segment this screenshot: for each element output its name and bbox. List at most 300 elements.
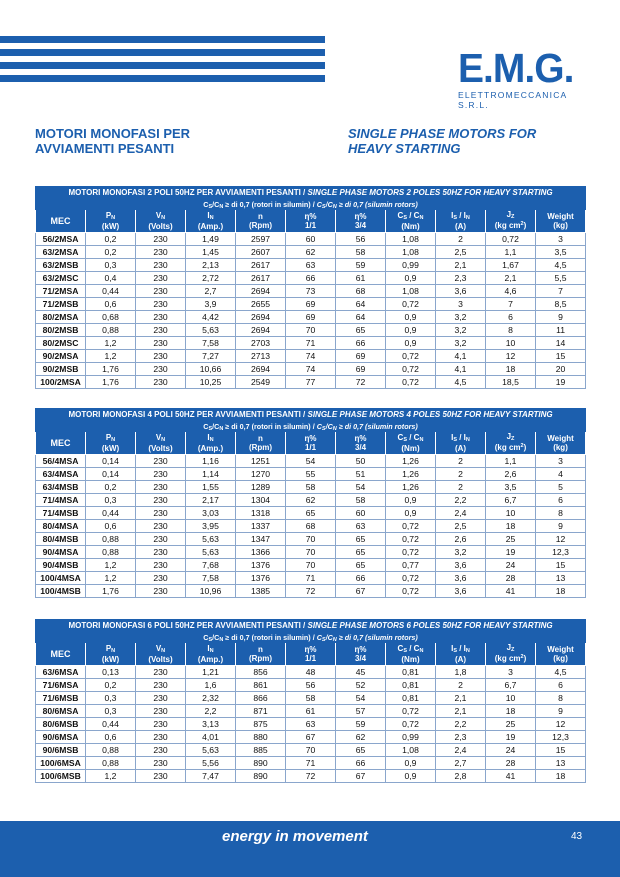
value-cell: 4,6 <box>486 285 536 298</box>
value-cell: 0,81 <box>386 666 436 679</box>
value-cell: 10 <box>486 507 536 520</box>
col-in: $I_N$ (Amp.) <box>186 432 236 455</box>
value-cell: 12 <box>536 718 586 731</box>
value-cell: 1,16 <box>186 455 236 468</box>
value-cell: 2,4 <box>436 744 486 757</box>
value-cell: 230 <box>136 455 186 468</box>
value-cell: 4,5 <box>436 376 486 389</box>
value-cell: 68 <box>336 285 386 298</box>
value-cell: 6 <box>486 311 536 324</box>
value-cell: 3 <box>436 298 486 311</box>
value-cell: 230 <box>136 468 186 481</box>
col-eff-full: η% 1/1 <box>286 432 336 455</box>
value-cell: 71 <box>286 337 336 350</box>
value-cell: 1376 <box>236 572 286 585</box>
value-cell: 15 <box>536 350 586 363</box>
value-cell: 0,3 <box>86 494 136 507</box>
value-cell: 0,6 <box>86 520 136 533</box>
value-cell: 59 <box>336 259 386 272</box>
value-cell: 70 <box>286 744 336 757</box>
value-cell: 0,44 <box>86 507 136 520</box>
value-cell: 230 <box>136 324 186 337</box>
motor-code-cell: 90/4MSA <box>36 546 86 559</box>
col-jz: $J_Z$ (kg $cm^2$) <box>486 210 536 233</box>
value-cell: 59 <box>336 718 386 731</box>
value-cell: 2,3 <box>436 731 486 744</box>
value-cell: 1337 <box>236 520 286 533</box>
value-cell: 10,96 <box>186 585 236 598</box>
value-cell: 3,03 <box>186 507 236 520</box>
value-cell: 54 <box>336 481 386 494</box>
value-cell: 1347 <box>236 533 286 546</box>
value-cell: 4,5 <box>536 666 586 679</box>
value-cell: 0,9 <box>386 337 436 350</box>
col-vn: $V_N$ (Volts) <box>136 210 186 233</box>
value-cell: 1,08 <box>386 233 436 246</box>
value-cell: 72 <box>336 376 386 389</box>
value-cell: 62 <box>286 494 336 507</box>
value-cell: 0,72 <box>386 718 436 731</box>
value-cell: 6 <box>536 494 586 507</box>
motor-code-cell: 100/2MSA <box>36 376 86 389</box>
value-cell: 58 <box>286 692 336 705</box>
table-row <box>36 533 586 546</box>
col-pn: $P_N$ (kW) <box>86 432 136 455</box>
value-cell: 1251 <box>236 455 286 468</box>
value-cell: 9 <box>536 705 586 718</box>
value-cell: 230 <box>136 533 186 546</box>
value-cell: 7,68 <box>186 559 236 572</box>
value-cell: 1,26 <box>386 481 436 494</box>
value-cell: 6,7 <box>486 679 536 692</box>
value-cell: 20 <box>536 363 586 376</box>
table-row <box>36 520 586 533</box>
value-cell: 1,67 <box>486 259 536 272</box>
motor-code-cell: 90/2MSA <box>36 350 86 363</box>
value-cell: 58 <box>336 494 386 507</box>
value-cell: 0,6 <box>86 731 136 744</box>
value-cell: 2694 <box>236 324 286 337</box>
caption-italian: MOTORI MONOFASI 2 POLI 50HZ PER AVVIAMENTI PESANTI / <box>68 188 308 197</box>
value-cell: 5,63 <box>186 744 236 757</box>
stripe <box>0 62 325 69</box>
value-cell: 0,88 <box>86 533 136 546</box>
value-cell: 2 <box>436 481 486 494</box>
col-mec: MEC <box>36 432 86 455</box>
value-cell: 230 <box>136 298 186 311</box>
value-cell: 1304 <box>236 494 286 507</box>
motor-code-cell: 80/4MSA <box>36 520 86 533</box>
value-cell: 1,2 <box>86 350 136 363</box>
value-cell: 0,2 <box>86 233 136 246</box>
value-cell: 230 <box>136 546 186 559</box>
col-jz: $J_Z$ (kg $cm^2$) <box>486 432 536 455</box>
table-row <box>36 718 586 731</box>
value-cell: 0,99 <box>386 731 436 744</box>
value-cell: 8,5 <box>536 298 586 311</box>
motor-code-cell: 90/2MSB <box>36 363 86 376</box>
value-cell: 7 <box>536 285 586 298</box>
value-cell: 0,81 <box>386 692 436 705</box>
value-cell: 0,9 <box>386 272 436 285</box>
value-cell: 230 <box>136 481 186 494</box>
title-italian-line: AVVIAMENTI PESANTI <box>35 141 175 156</box>
value-cell: 230 <box>136 718 186 731</box>
value-cell: 61 <box>286 705 336 718</box>
value-cell: 230 <box>136 679 186 692</box>
value-cell: 5 <box>536 481 586 494</box>
value-cell: 8 <box>536 692 586 705</box>
value-cell: 1376 <box>236 559 286 572</box>
table-row <box>36 481 586 494</box>
value-cell: 63 <box>286 718 336 731</box>
col-in: $I_N$ (Amp.) <box>186 210 236 233</box>
value-cell: 19 <box>486 546 536 559</box>
value-cell: 74 <box>286 350 336 363</box>
motor-table-3 <box>35 619 585 783</box>
value-cell: 0,88 <box>86 324 136 337</box>
value-cell: 1,08 <box>386 744 436 757</box>
value-cell: 56 <box>286 679 336 692</box>
value-cell: 2,1 <box>486 272 536 285</box>
value-cell: 4,01 <box>186 731 236 744</box>
value-cell: 1,55 <box>186 481 236 494</box>
value-cell: 68 <box>286 520 336 533</box>
value-cell: 10 <box>486 692 536 705</box>
table-body <box>36 455 586 598</box>
value-cell: 230 <box>136 363 186 376</box>
title-english-line: SINGLE PHASE MOTORS FOR <box>348 126 537 141</box>
value-cell: 230 <box>136 666 186 679</box>
col-mec: MEC <box>36 643 86 666</box>
col-cs-cn: $C_S / C_N$ (Nm) <box>386 643 436 666</box>
value-cell: 2 <box>436 679 486 692</box>
value-cell: 2,4 <box>436 507 486 520</box>
value-cell: 0,9 <box>386 507 436 520</box>
table-body <box>36 233 586 389</box>
motor-code-cell: 80/6MSA <box>36 705 86 718</box>
value-cell: 61 <box>336 272 386 285</box>
value-cell: 51 <box>336 468 386 481</box>
value-cell: 0,9 <box>386 757 436 770</box>
col-jz: $J_Z$ (kg $cm^2$) <box>486 643 536 666</box>
value-cell: 2,2 <box>436 494 486 507</box>
value-cell: 50 <box>336 455 386 468</box>
motor-code-cell: 63/6MSA <box>36 666 86 679</box>
value-cell: 3,6 <box>436 285 486 298</box>
emg-logo <box>458 45 588 110</box>
table-row <box>36 350 586 363</box>
value-cell: 0,72 <box>486 233 536 246</box>
value-cell: 54 <box>286 455 336 468</box>
value-cell: 2,32 <box>186 692 236 705</box>
value-cell: 230 <box>136 705 186 718</box>
col-weight: Weight (kg) <box>536 210 586 233</box>
value-cell: 11 <box>536 324 586 337</box>
value-cell: 1,1 <box>486 455 536 468</box>
value-cell: 67 <box>336 585 386 598</box>
value-cell: 230 <box>136 770 186 783</box>
value-cell: 0,72 <box>386 533 436 546</box>
value-cell: 1,26 <box>386 455 436 468</box>
value-cell: 3,6 <box>436 572 486 585</box>
col-rpm: n (Rpm) <box>236 432 286 455</box>
value-cell: 2,17 <box>186 494 236 507</box>
value-cell: 0,72 <box>386 298 436 311</box>
value-cell: 58 <box>336 246 386 259</box>
value-cell: 1,1 <box>486 246 536 259</box>
title-italian <box>35 126 190 156</box>
value-cell: 0,88 <box>86 744 136 757</box>
motor-code-cell: 80/4MSB <box>36 533 86 546</box>
value-cell: 2,5 <box>436 520 486 533</box>
value-cell: 0,68 <box>86 311 136 324</box>
value-cell: 0,3 <box>86 259 136 272</box>
motor-code-cell: 63/2MSA <box>36 246 86 259</box>
value-cell: 1,14 <box>186 468 236 481</box>
value-cell: 5,5 <box>536 272 586 285</box>
value-cell: 70 <box>286 533 336 546</box>
value-cell: 230 <box>136 731 186 744</box>
value-cell: 0,81 <box>386 679 436 692</box>
value-cell: 0,72 <box>386 363 436 376</box>
value-cell: 0,2 <box>86 679 136 692</box>
stripe <box>0 36 325 43</box>
table-row <box>36 311 586 324</box>
value-cell: 1,76 <box>86 376 136 389</box>
motor-code-cell: 71/6MSB <box>36 692 86 705</box>
value-cell: 65 <box>336 546 386 559</box>
value-cell: 13 <box>536 757 586 770</box>
value-cell: 18 <box>536 770 586 783</box>
value-cell: 66 <box>286 272 336 285</box>
value-cell: 18,5 <box>486 376 536 389</box>
value-cell: 230 <box>136 246 186 259</box>
value-cell: 66 <box>336 572 386 585</box>
value-cell: 0,3 <box>86 705 136 718</box>
value-cell: 1,21 <box>186 666 236 679</box>
value-cell: 7,27 <box>186 350 236 363</box>
title-italian-line: MOTORI MONOFASI PER <box>35 126 191 141</box>
value-cell: 66 <box>336 757 386 770</box>
value-cell: 15 <box>536 744 586 757</box>
value-cell: 230 <box>136 585 186 598</box>
value-cell: 1,2 <box>86 559 136 572</box>
value-cell: 65 <box>336 324 386 337</box>
value-cell: 4 <box>536 468 586 481</box>
value-cell: 2694 <box>236 363 286 376</box>
value-cell: 1,76 <box>86 363 136 376</box>
value-cell: 62 <box>286 246 336 259</box>
value-cell: 230 <box>136 559 186 572</box>
col-vn: $V_N$ (Volts) <box>136 643 186 666</box>
value-cell: 74 <box>286 363 336 376</box>
value-cell: 69 <box>336 350 386 363</box>
value-cell: 64 <box>336 298 386 311</box>
value-cell: 70 <box>286 324 336 337</box>
value-cell: 0,88 <box>86 757 136 770</box>
table-row <box>36 455 586 468</box>
title-english-line: HEAVY STARTING <box>348 141 461 156</box>
value-cell: 69 <box>286 311 336 324</box>
value-cell: 67 <box>286 731 336 744</box>
value-cell: 3,2 <box>436 311 486 324</box>
table-row <box>36 666 586 679</box>
value-cell: 3,2 <box>436 324 486 337</box>
value-cell: 3,13 <box>186 718 236 731</box>
value-cell: 871 <box>236 705 286 718</box>
stripe <box>0 49 325 56</box>
value-cell: 13 <box>536 572 586 585</box>
col-is-in: $I_S / I_N$ (A) <box>436 643 486 666</box>
value-cell: 63 <box>286 259 336 272</box>
value-cell: 2 <box>436 455 486 468</box>
table-body <box>36 666 586 783</box>
value-cell: 9 <box>536 311 586 324</box>
value-cell: 18 <box>536 585 586 598</box>
value-cell: 0,9 <box>386 311 436 324</box>
table-caption <box>36 187 586 199</box>
table-row <box>36 692 586 705</box>
value-cell: 18 <box>486 520 536 533</box>
table-row <box>36 585 586 598</box>
value-cell: 5,63 <box>186 324 236 337</box>
caption-italian: MOTORI MONOFASI 4 POLI 50HZ PER AVVIAMENTI PESANTI / <box>68 410 308 419</box>
motor-code-cell: 56/2MSA <box>36 233 86 246</box>
value-cell: 1,08 <box>386 246 436 259</box>
value-cell: 28 <box>486 572 536 585</box>
col-weight: Weight (kg) <box>536 432 586 455</box>
col-cs-cn: $C_S / C_N$ (Nm) <box>386 432 436 455</box>
value-cell: 230 <box>136 259 186 272</box>
value-cell: 230 <box>136 350 186 363</box>
value-cell: 48 <box>286 666 336 679</box>
value-cell: 5,56 <box>186 757 236 770</box>
motor-code-cell: 63/4MSB <box>36 481 86 494</box>
value-cell: 230 <box>136 233 186 246</box>
value-cell: 3 <box>536 233 586 246</box>
table-row <box>36 546 586 559</box>
value-cell: 2,2 <box>186 705 236 718</box>
value-cell: 2,1 <box>436 692 486 705</box>
value-cell: 230 <box>136 744 186 757</box>
motor-code-cell: 100/4MSA <box>36 572 86 585</box>
value-cell: 3,95 <box>186 520 236 533</box>
caption-english: SINGLE PHASE MOTORS 4 POLES 50HZ FOR HEAVY STARTING <box>307 410 553 419</box>
value-cell: 2597 <box>236 233 286 246</box>
table-row <box>36 363 586 376</box>
value-cell: 880 <box>236 731 286 744</box>
value-cell: 0,77 <box>386 559 436 572</box>
value-cell: 2,2 <box>436 718 486 731</box>
table-row <box>36 285 586 298</box>
col-vn: $V_N$ (Volts) <box>136 432 186 455</box>
value-cell: 7,47 <box>186 770 236 783</box>
value-cell: 56 <box>336 233 386 246</box>
value-cell: 885 <box>236 744 286 757</box>
value-cell: 24 <box>486 559 536 572</box>
value-cell: 2713 <box>236 350 286 363</box>
value-cell: 4,1 <box>436 363 486 376</box>
caption-english: SINGLE PHASE MOTORS 6 POLES 50HZ FOR HEAVY STARTING <box>307 621 553 630</box>
table-row <box>36 376 586 389</box>
value-cell: 1,2 <box>86 572 136 585</box>
table-row <box>36 757 586 770</box>
value-cell: 230 <box>136 376 186 389</box>
col-pn: $P_N$ (kW) <box>86 210 136 233</box>
table-row <box>36 324 586 337</box>
value-cell: 3,5 <box>486 481 536 494</box>
value-cell: 24 <box>486 744 536 757</box>
value-cell: 65 <box>336 559 386 572</box>
value-cell: 72 <box>286 585 336 598</box>
value-cell: 41 <box>486 585 536 598</box>
value-cell: 0,9 <box>386 770 436 783</box>
col-is-in: $I_S / I_N$ (A) <box>436 210 486 233</box>
col-rpm: n (Rpm) <box>236 210 286 233</box>
value-cell: 2,6 <box>436 533 486 546</box>
value-cell: 3,2 <box>436 546 486 559</box>
value-cell: 2,72 <box>186 272 236 285</box>
motor-code-cell: 71/6MSA <box>36 679 86 692</box>
value-cell: 0,72 <box>386 585 436 598</box>
motor-code-cell: 80/2MSB <box>36 324 86 337</box>
value-cell: 230 <box>136 337 186 350</box>
value-cell: 0,44 <box>86 285 136 298</box>
value-cell: 64 <box>336 311 386 324</box>
value-cell: 861 <box>236 679 286 692</box>
logo-main: E.M.G. <box>458 45 574 91</box>
value-cell: 57 <box>336 705 386 718</box>
value-cell: 0,72 <box>386 520 436 533</box>
table-row <box>36 559 586 572</box>
motor-table-2 <box>35 408 585 598</box>
value-cell: 25 <box>486 533 536 546</box>
motor-code-cell: 80/2MSC <box>36 337 86 350</box>
value-cell: 230 <box>136 572 186 585</box>
value-cell: 2,1 <box>436 705 486 718</box>
value-cell: 1,76 <box>86 585 136 598</box>
value-cell: 0,6 <box>86 298 136 311</box>
value-cell: 0,88 <box>86 546 136 559</box>
table-row <box>36 705 586 718</box>
value-cell: 3,5 <box>536 246 586 259</box>
value-cell: 2,1 <box>436 259 486 272</box>
logo-sub: ELETTROMECCANICA S.R.L. <box>458 90 567 110</box>
value-cell: 18 <box>486 705 536 718</box>
value-cell: 1,8 <box>436 666 486 679</box>
value-cell: 2694 <box>236 285 286 298</box>
value-cell: 0,2 <box>86 246 136 259</box>
value-cell: 41 <box>486 770 536 783</box>
value-cell: 7 <box>486 298 536 311</box>
motor-code-cell: 71/2MSA <box>36 285 86 298</box>
table-row <box>36 494 586 507</box>
value-cell: 0,9 <box>386 324 436 337</box>
value-cell: 1366 <box>236 546 286 559</box>
table-row <box>36 259 586 272</box>
motor-code-cell: 100/6MSA <box>36 757 86 770</box>
value-cell: 25 <box>486 718 536 731</box>
value-cell: 72 <box>286 770 336 783</box>
value-cell: 69 <box>336 363 386 376</box>
value-cell: 4,42 <box>186 311 236 324</box>
value-cell: 12 <box>486 350 536 363</box>
value-cell: 5,63 <box>186 546 236 559</box>
table-row <box>36 272 586 285</box>
value-cell: 3,9 <box>186 298 236 311</box>
table-row <box>36 233 586 246</box>
